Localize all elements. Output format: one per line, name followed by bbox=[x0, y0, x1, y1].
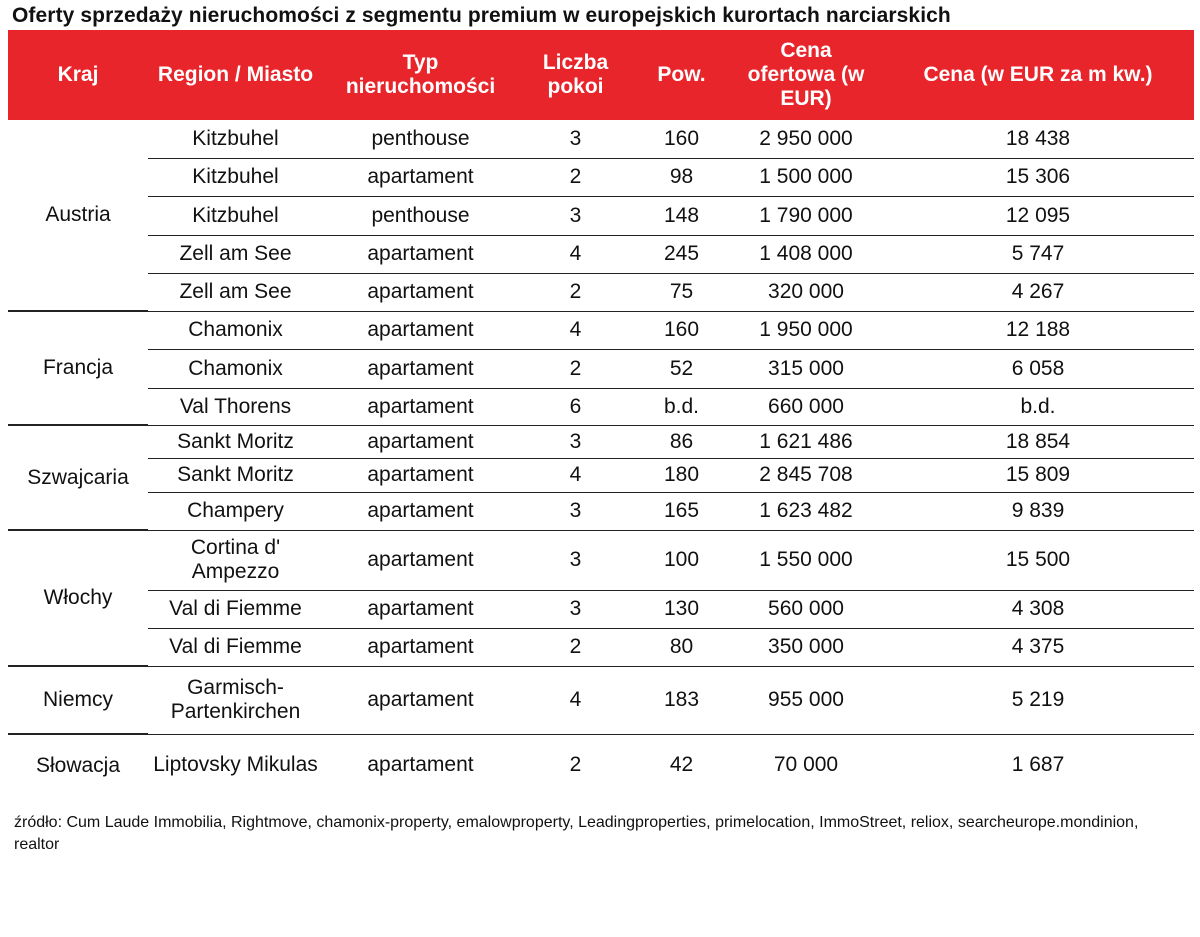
type-cell: apartament bbox=[323, 628, 518, 666]
area-cell: 165 bbox=[633, 492, 730, 530]
city-cell: Kitzbuhel bbox=[148, 158, 323, 196]
rooms-cell: 3 bbox=[518, 196, 633, 235]
rooms-cell: 3 bbox=[518, 425, 633, 458]
table-row bbox=[8, 158, 1194, 196]
price-cell: 350 000 bbox=[730, 628, 882, 666]
area-cell: 86 bbox=[633, 425, 730, 458]
type-cell: apartament bbox=[323, 492, 518, 530]
price-cell: 1 950 000 bbox=[730, 311, 882, 349]
header-pokoje: Liczba pokoi bbox=[518, 30, 633, 120]
city-cell: Val Thorens bbox=[148, 388, 323, 425]
price-per-m2-cell: 4 375 bbox=[882, 628, 1194, 666]
type-cell: apartament bbox=[323, 666, 518, 734]
table-row bbox=[8, 388, 1194, 425]
area-cell: 42 bbox=[669, 753, 694, 777]
type-cell: apartament bbox=[323, 158, 518, 196]
price-cell: 320 000 bbox=[730, 273, 882, 311]
area-cell: 98 bbox=[633, 158, 730, 196]
type-cell: apartament bbox=[323, 388, 518, 425]
table-row bbox=[8, 492, 1194, 530]
table-row bbox=[8, 530, 1194, 590]
price-cell: 1 550 000 bbox=[730, 530, 882, 590]
rooms-cell: 4 bbox=[518, 458, 633, 492]
table-row bbox=[8, 349, 1194, 388]
price-per-m2-cell: 5 219 bbox=[882, 666, 1194, 734]
price-per-m2-cell: 15 306 bbox=[882, 158, 1194, 196]
area-cell: b.d. bbox=[633, 388, 730, 425]
city-cell: Zell am See bbox=[148, 273, 323, 311]
city-cell: Val di Fiemme bbox=[148, 628, 323, 666]
city-cell: Zell am See bbox=[148, 235, 323, 273]
price-per-m2-cell: 18 854 bbox=[882, 425, 1194, 458]
type-cell: apartament bbox=[323, 349, 518, 388]
country-cell: Francja bbox=[8, 311, 148, 425]
area-cell: 100 bbox=[633, 530, 730, 590]
rooms-cell: 4 bbox=[518, 235, 633, 273]
price-per-m2-cell: 12 188 bbox=[882, 311, 1194, 349]
header-cena-m2: Cena (w EUR za m kw.) bbox=[882, 30, 1194, 120]
table-row bbox=[8, 628, 1194, 666]
rooms-cell: 2 bbox=[569, 753, 582, 777]
area-cell: 245 bbox=[633, 235, 730, 273]
rooms-cell: 2 bbox=[518, 158, 633, 196]
price-cell: 660 000 bbox=[730, 388, 882, 425]
price-cell: 315 000 bbox=[730, 349, 882, 388]
type-cell: apartament bbox=[323, 458, 518, 492]
price-cell: 2 845 708 bbox=[730, 458, 882, 492]
price-per-m2-cell: 9 839 bbox=[882, 492, 1194, 530]
city-cell: Chamonix bbox=[148, 349, 323, 388]
area-cell: 160 bbox=[633, 120, 730, 158]
header-region: Region / Miasto bbox=[148, 30, 323, 120]
price-per-m2-cell: 4 308 bbox=[882, 590, 1194, 628]
price-cell: 70 000 bbox=[773, 753, 839, 777]
table-row bbox=[8, 120, 1194, 158]
price-cell: 1 408 000 bbox=[730, 235, 882, 273]
price-per-m2-cell: 12 095 bbox=[882, 196, 1194, 235]
table-row bbox=[8, 458, 1194, 492]
price-per-m2-cell: 4 267 bbox=[882, 273, 1194, 311]
header-pow: Pow. bbox=[633, 30, 730, 120]
country-cell: Włochy bbox=[8, 530, 148, 666]
city-cell: Champery bbox=[148, 492, 323, 530]
type-cell: apartament bbox=[323, 530, 518, 590]
country-cell: Szwajcaria bbox=[8, 425, 148, 530]
price-per-m2-cell: 15 500 bbox=[882, 530, 1194, 590]
table-row bbox=[8, 273, 1194, 311]
country-cell: Niemcy bbox=[8, 666, 148, 734]
table-row bbox=[8, 734, 1194, 796]
price-cell: 1 790 000 bbox=[730, 196, 882, 235]
price-per-m2-cell: 5 747 bbox=[882, 235, 1194, 273]
rooms-cell: 2 bbox=[518, 628, 633, 666]
city-cell: Chamonix bbox=[148, 311, 323, 349]
price-per-m2-cell: 1 687 bbox=[1011, 753, 1065, 777]
price-per-m2-cell: 18 438 bbox=[882, 120, 1194, 158]
area-cell: 183 bbox=[633, 666, 730, 734]
header-row bbox=[8, 30, 1194, 120]
header-kraj: Kraj bbox=[8, 30, 148, 120]
area-cell: 180 bbox=[633, 458, 730, 492]
table-row bbox=[8, 311, 1194, 349]
type-cell: apartament bbox=[367, 753, 474, 777]
city-cell: Sankt Moritz bbox=[148, 458, 323, 492]
price-cell: 1 623 482 bbox=[730, 492, 882, 530]
price-cell: 2 950 000 bbox=[730, 120, 882, 158]
city-cell: Garmisch-Partenkirchen bbox=[148, 666, 323, 734]
rooms-cell: 3 bbox=[518, 120, 633, 158]
country-cell: Austria bbox=[8, 120, 148, 311]
rooms-cell: 3 bbox=[518, 590, 633, 628]
table-row bbox=[8, 196, 1194, 235]
table-row bbox=[8, 666, 1194, 734]
rooms-cell: 2 bbox=[518, 273, 633, 311]
property-offers-table bbox=[8, 30, 1194, 796]
area-cell: 80 bbox=[633, 628, 730, 666]
rooms-cell: 2 bbox=[518, 349, 633, 388]
price-cell: 955 000 bbox=[730, 666, 882, 734]
type-cell: apartament bbox=[323, 425, 518, 458]
city-cell: Val di Fiemme bbox=[148, 590, 323, 628]
rooms-cell: 6 bbox=[518, 388, 633, 425]
type-cell: apartament bbox=[323, 311, 518, 349]
type-cell: penthouse bbox=[323, 196, 518, 235]
area-cell: 52 bbox=[633, 349, 730, 388]
rooms-cell: 4 bbox=[518, 311, 633, 349]
city-cell: Kitzbuhel bbox=[148, 120, 323, 158]
price-cell: 1 500 000 bbox=[730, 158, 882, 196]
city-cell: Kitzbuhel bbox=[148, 196, 323, 235]
type-cell: penthouse bbox=[323, 120, 518, 158]
price-cell: 560 000 bbox=[730, 590, 882, 628]
table-title: Oferty sprzedaży nieruchomości z segmentu premium w europejskich kurortach narciarskich bbox=[12, 4, 951, 27]
type-cell: apartament bbox=[323, 590, 518, 628]
price-per-m2-cell: 6 058 bbox=[882, 349, 1194, 388]
price-per-m2-cell: 15 809 bbox=[882, 458, 1194, 492]
header-cena: Cena ofertowa (w EUR) bbox=[730, 30, 882, 120]
city-cell: Liptovsky Mikulas bbox=[153, 753, 318, 777]
source-note: źródło: Cum Laude Immobilia, Rightmove, chamonix-property, emalowproperty, Leadingproperties, primelocation, ImmoStreet, reliox, searcheurope.mondinion, realtor bbox=[14, 814, 1139, 853]
city-cell: Sankt Moritz bbox=[148, 425, 323, 458]
country-cell: Słowacja bbox=[35, 753, 121, 777]
area-cell: 160 bbox=[633, 311, 730, 349]
header-typ: Typ nieruchomości bbox=[323, 30, 518, 120]
rooms-cell: 3 bbox=[518, 492, 633, 530]
table-row bbox=[8, 590, 1194, 628]
price-per-m2-cell: b.d. bbox=[882, 388, 1194, 425]
area-cell: 75 bbox=[633, 273, 730, 311]
type-cell: apartament bbox=[323, 273, 518, 311]
rooms-cell: 4 bbox=[518, 666, 633, 734]
type-cell: apartament bbox=[323, 235, 518, 273]
table-body bbox=[8, 120, 1194, 796]
city-cell: Cortina d' Ampezzo bbox=[148, 530, 323, 590]
price-cell: 1 621 486 bbox=[730, 425, 882, 458]
rooms-cell: 3 bbox=[518, 530, 633, 590]
area-cell: 130 bbox=[633, 590, 730, 628]
table-row bbox=[8, 235, 1194, 273]
table-row bbox=[8, 425, 1194, 458]
area-cell: 148 bbox=[633, 196, 730, 235]
